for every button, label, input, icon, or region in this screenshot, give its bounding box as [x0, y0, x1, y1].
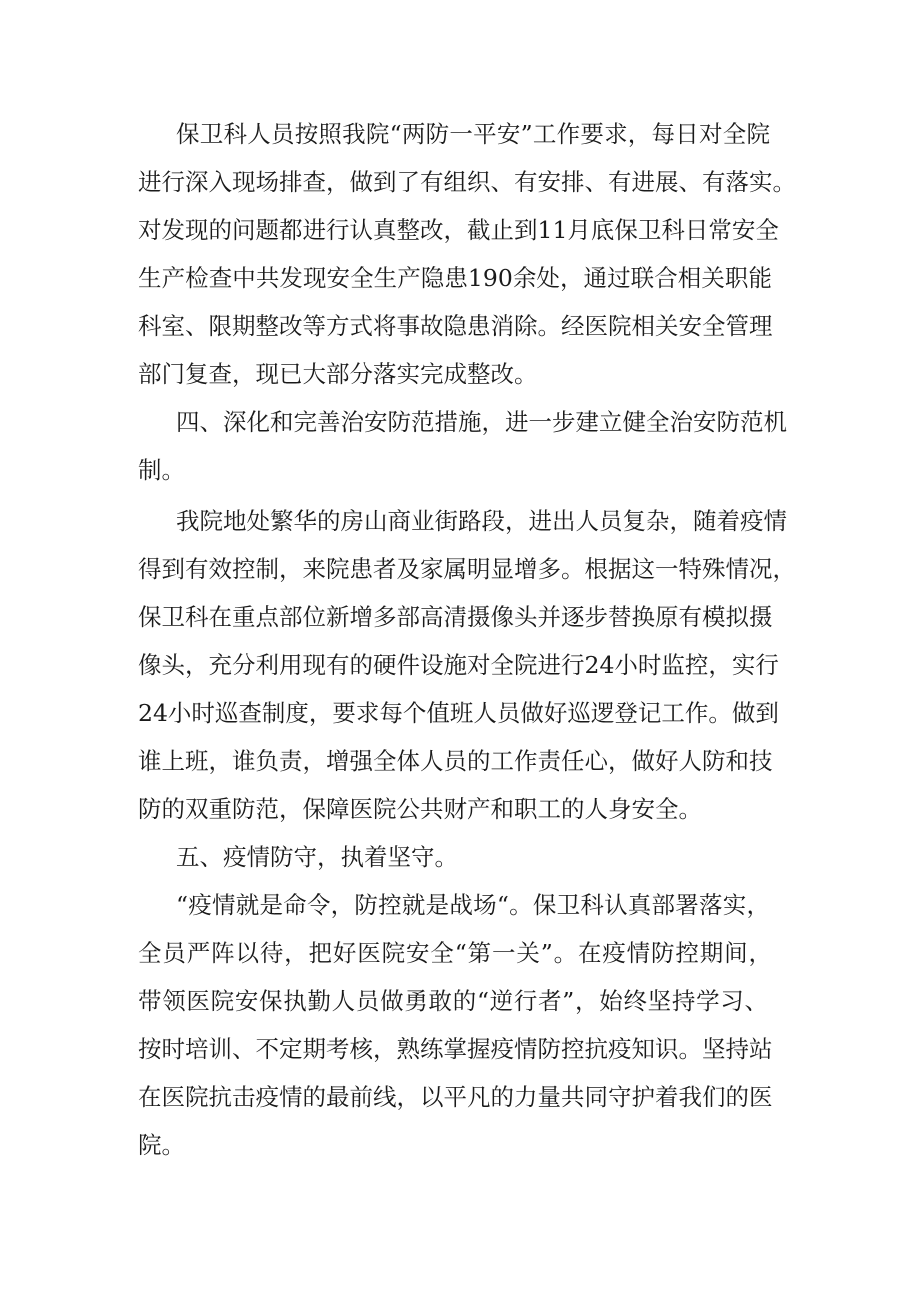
- paragraph-5-line-6: 院。: [138, 1131, 185, 1159]
- paragraph-3-line-6: 谁上班，谁负责，增强全体人员的工作责任心，做好人防和技: [138, 747, 773, 775]
- paragraph-1-line-4: 生产检查中共发现安全生产隐患190余处，通过联合相关职能: [138, 264, 772, 292]
- paragraph-3-line-7: 防的双重防范，保障医院公共财产和职工的人身安全。: [138, 795, 702, 823]
- paragraph-1-line-3: 对发现的问题都进行认真整改，截止到11月底保卫科日常安全: [138, 216, 779, 244]
- section-four-heading-line-2: 制。: [138, 456, 185, 484]
- paragraph-3-line-4: 像头，充分利用现有的硬件设施对全院进行24小时监控，实行: [138, 651, 779, 679]
- section-five-heading: 五、疫情防守，执着坚守。: [176, 843, 458, 871]
- paragraph-3-line-3: 保卫科在重点部位新增多部高清摄像头并逐步替换原有模拟摄: [138, 603, 773, 631]
- paragraph-5-line-3: 带领医院安保执勤人员做勇敢的“逆行者”，始终坚持学习、: [138, 987, 768, 1015]
- section-four-heading-line-1: 四、深化和完善治安防范措施，进一步建立健全治安防范机: [176, 408, 787, 436]
- paragraph-5-line-4: 按时培训、不定期考核，熟练掌握疫情防控抗疫知识。坚持站: [138, 1035, 773, 1063]
- paragraph-5-line-1: “疫情就是命令，防控就是战场“。保卫科认真部署落实，: [176, 891, 770, 919]
- paragraph-1-line-2: 进行深入现场排查，做到了有组织、有安排、有进展、有落实。: [138, 168, 796, 196]
- paragraph-1-line-5: 科室、限期整改等方式将事故隐患消除。经医院相关安全管理: [138, 312, 773, 340]
- paragraph-5-line-2: 全员严阵以待，把好医院安全“第一关”。在疫情防控期间，: [138, 939, 772, 967]
- paragraph-3-line-1: 我院地处繁华的房山商业街路段，进出人员复杂，随着疫情: [176, 507, 787, 535]
- paragraph-3-line-5: 24小时巡查制度，要求每个值班人员做好巡逻登记工作。做到: [138, 699, 779, 727]
- paragraph-1-line-6: 部门复查，现已大部分落实完成整改。: [138, 360, 538, 388]
- paragraph-3-line-2: 得到有效控制，来院患者及家属明显增多。根据这一特殊情况，: [138, 555, 796, 583]
- paragraph-1-line-1: 保卫科人员按照我院“两防一平安”工作要求，每日对全院: [176, 120, 770, 148]
- paragraph-5-line-5: 在医院抗击疫情的最前线，以平凡的力量共同守护着我们的医: [138, 1083, 773, 1111]
